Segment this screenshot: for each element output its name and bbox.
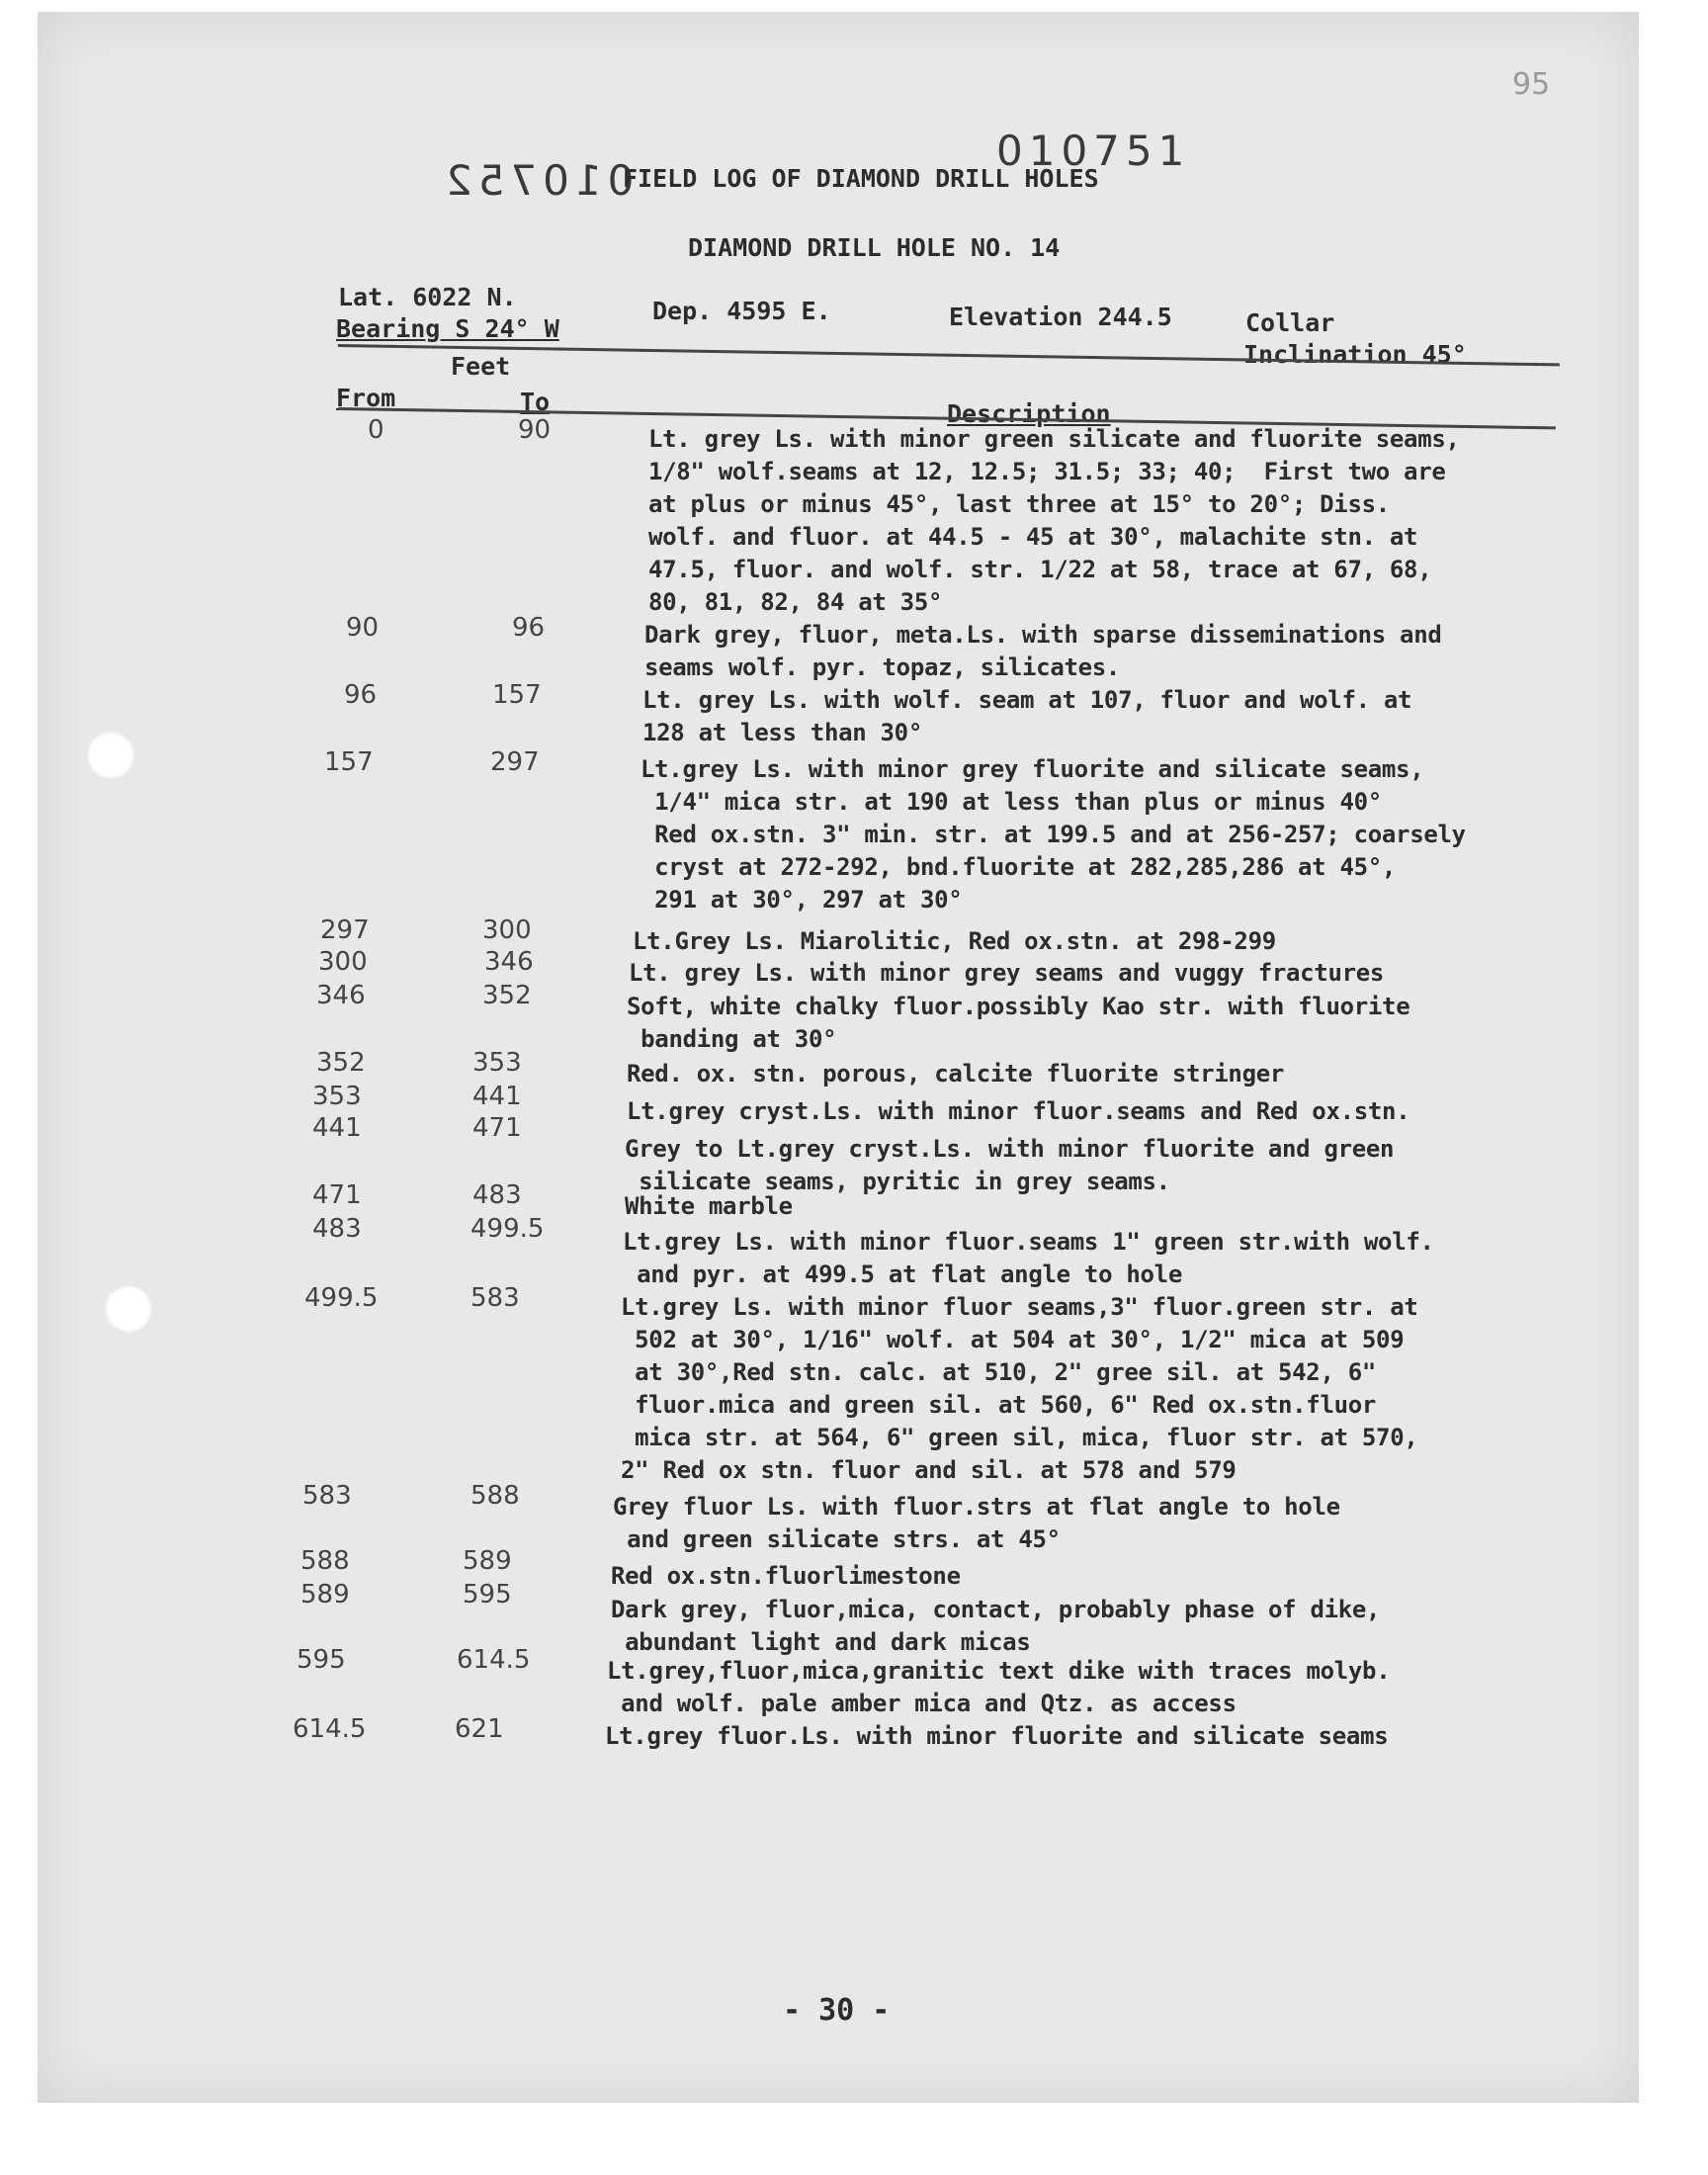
to-cell: 297 [490,747,540,777]
description-cell: Red. ox. stn. porous, calcite fluorite stringer [627,1060,1285,1088]
description-cell: Grey fluor Ls. with fluor.strs at flat angle to hole and green silicate strs. at 45° [613,1493,1340,1553]
from-cell: 614.5 [293,1714,367,1744]
to-cell: 352 [482,981,532,1010]
page-number: - 30 - [783,1993,891,2028]
description-cell: Lt.Grey Ls. Miarolitic, Red ox.stn. at 298-299 [633,927,1276,955]
description-cell: Dark grey, fluor, meta.Ls. with sparse disseminations and seams wolf. pyr. topaz, silicates. [644,621,1442,681]
from-cell: 352 [316,1048,366,1078]
punch-hole-bottom [105,1285,152,1333]
description-cell: Soft, white chalky fluor.possibly Kao str. with fluorite banding at 30° [627,993,1410,1053]
from-cell: 471 [312,1180,362,1210]
from-cell: 441 [312,1113,362,1143]
from-cell: 583 [302,1481,352,1511]
to-cell: 441 [472,1082,522,1111]
description-cell: White marble [625,1192,793,1220]
to-cell: 471 [472,1113,522,1143]
latitude: Lat. 6022 N. [338,283,517,311]
to-cell: 353 [472,1048,522,1078]
description-cell: Dark grey, fluor,mica, contact, probably phase of dike, abundant light and dark micas [611,1596,1381,1656]
to-cell: 588 [470,1481,520,1511]
to-cell: 157 [492,680,542,710]
description-cell: Lt.grey Ls. with minor fluor seams,3" fluor.green str. at 502 at 30°, 1/16" wolf. at 504 at 30°, 1/2" mica at 509 at 30°,Red stn. calc. at 510, 2" gree sil. at 542, 6" fluor.mica and green sil. at 560, 6" Red ox.stn.fluor mica str. at 564, 6" green sil, mica, fluor str. at 570, 2" Red ox stn. fluor and sil. at 578 and 579 [621,1293,1418,1484]
description-cell: Lt.grey Ls. with minor grey fluorite and silicate seams, 1/4" mica str. at 190 at less than plus or minus 40° Red ox.stn. 3" min. str. at 199.5 and at 256-257; coarsely cryst at 272-292, bnd.fluorite at 282,285,286 at 45°, 291 at 30°, 297 at 30° [640,755,1466,914]
description-cell: Lt. grey Ls. with minor green silicate and fluorite seams, 1/8" wolf.seams at 12, 12.5; 31.5; 33; 40; First two are at plus or minus 45°, last three at 15° to 20°; Diss. wolf. and fluor. at 44.5 - 45 at 30°, malachite stn. at 47.5, fluor. and wolf. str. 1/22 at 58, trace at 67, 68, 80, 81, 82, 84 at 35° [648,425,1460,616]
from-cell: 297 [320,915,370,945]
from-cell: 483 [312,1214,362,1244]
from-cell: 0 [368,415,384,445]
page-subtitle: DIAMOND DRILL HOLE NO. 14 [688,233,1061,262]
description-cell: Grey to Lt.grey cryst.Ls. with minor fluorite and green silicate seams, pyritic in grey seams. [625,1135,1395,1195]
to-cell: 595 [463,1580,512,1610]
description-cell: Lt. grey Ls. with wolf. seam at 107, fluor and wolf. at 128 at less than 30° [642,686,1412,746]
departure: Dep. 4595 E. [652,297,831,325]
to-cell: 96 [512,613,546,643]
from-cell: 595 [297,1645,346,1675]
from-cell: 499.5 [304,1283,379,1313]
collar-label: Collar [1245,308,1335,337]
to-header: To [520,388,551,416]
to-cell: 499.5 [470,1214,545,1244]
to-cell: 300 [482,915,532,945]
description-cell: Lt.grey fluor.Ls. with minor fluorite and silicate seams [605,1722,1389,1750]
punch-hole-top [87,732,134,779]
handwritten-number: 010751 [996,127,1191,175]
from-cell: 90 [346,613,380,643]
from-cell: 588 [300,1546,350,1576]
bearing: Bearing S 24° W [336,314,559,343]
feet-label: Feet [451,352,511,381]
from-cell: 300 [318,947,368,977]
elevation: Elevation 244.5 [949,303,1172,331]
description-cell: Lt.grey Ls. with minor fluor.seams 1" green str.with wolf. and pyr. at 499.5 at flat angle to hole [623,1228,1434,1288]
to-cell: 621 [455,1714,504,1744]
from-header: From [336,384,396,412]
from-cell: 346 [316,981,366,1010]
to-cell: 589 [463,1546,512,1576]
description-cell: Red ox.stn.fluorlimestone [611,1562,961,1590]
description-cell: Lt.grey cryst.Ls. with minor fluor.seams and Red ox.stn. [627,1097,1410,1125]
to-cell: 483 [472,1180,522,1210]
from-cell: 96 [344,680,378,710]
inclination: Inclination 45° [1243,340,1467,369]
from-cell: 589 [300,1580,350,1610]
corner-mark: 95 [1512,67,1551,102]
to-cell: 583 [470,1283,520,1313]
from-cell: 353 [312,1082,362,1111]
to-cell: 90 [518,415,552,445]
page-title: FIELD LOG OF DIAMOND DRILL HOLES [623,164,1099,193]
stamp-number: 010752 [440,156,635,205]
to-cell: 346 [484,947,534,977]
description-cell: Lt.grey,fluor,mica,granitic text dike with traces molyb. and wolf. pale amber mica and Qtz. as access [607,1657,1391,1717]
to-cell: 614.5 [457,1645,531,1675]
description-cell: Lt. grey Ls. with minor grey seams and vuggy fractures [629,959,1385,987]
from-cell: 157 [324,747,374,777]
description-header: Description [947,399,1111,428]
